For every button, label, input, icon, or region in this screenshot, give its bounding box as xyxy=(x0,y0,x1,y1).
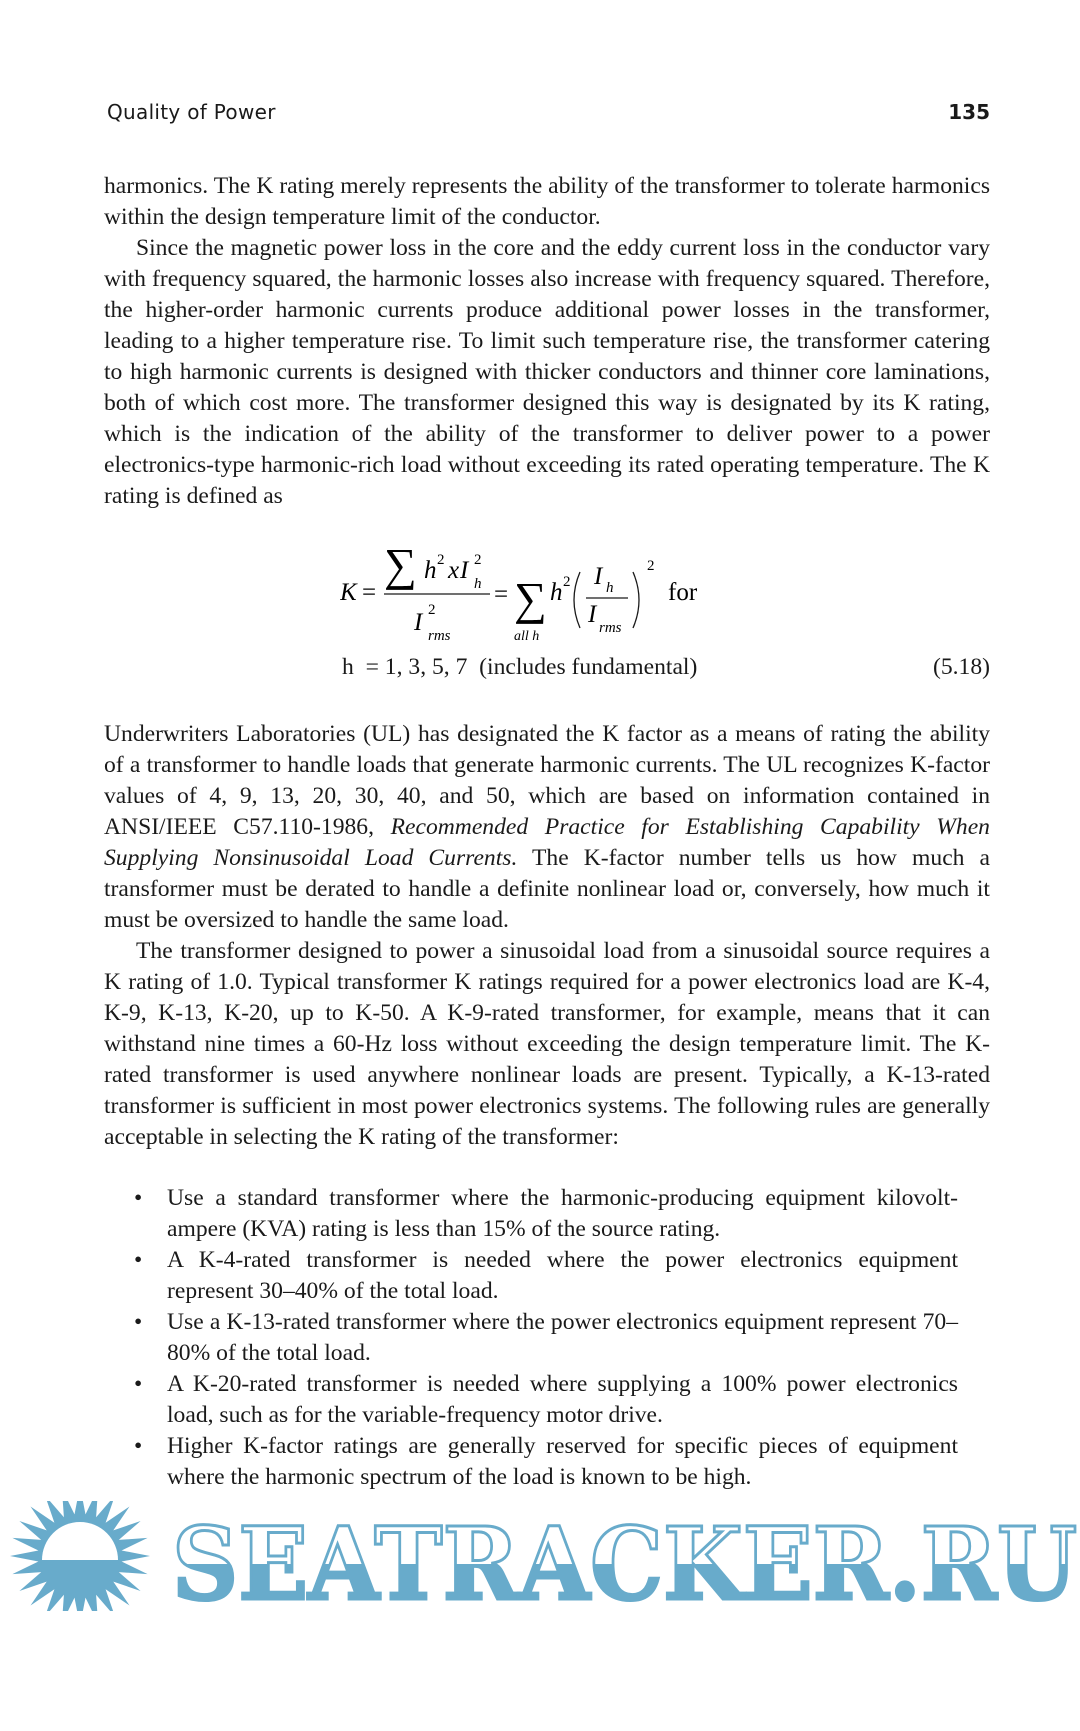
paragraph: harmonics. The K rating merely represents the ability of the transformer to tolerate harmonics within the design temperature limit of the conductor. xyxy=(104,173,990,230)
eq-sub: h xyxy=(474,576,482,592)
eq-sub: h xyxy=(606,580,614,596)
list-item xyxy=(134,1431,958,1493)
bullet-icon: • xyxy=(134,1309,143,1335)
bullet-icon: • xyxy=(134,1371,143,1397)
eq-i: I xyxy=(588,601,597,628)
watermark-logo xyxy=(0,1501,1080,1611)
list-item-text: Use a standard transformer where the harmonic-producing equipment kilovolt-ampere (KVA) rating is less than 15% of the source rating. xyxy=(167,1185,958,1242)
body-text-middle xyxy=(104,719,990,1153)
eq-k: K xyxy=(340,579,357,606)
k-rating-equation xyxy=(340,536,1000,646)
eq-sum: ∑ xyxy=(384,539,417,590)
eq-sub: rms xyxy=(428,628,451,644)
eq-h: h xyxy=(550,579,563,606)
eq-sum: ∑ xyxy=(514,573,547,624)
paragraph-ul xyxy=(104,719,990,936)
eq-h: h xyxy=(424,557,437,584)
body-text-top xyxy=(104,171,990,512)
equation-row xyxy=(342,652,990,683)
eq-sup: 2 xyxy=(474,552,482,568)
eq-i: I xyxy=(594,563,603,590)
equation-number: (5.18) xyxy=(932,654,990,680)
eq-equals: = xyxy=(494,581,509,608)
bullet-icon: • xyxy=(134,1185,143,1211)
text: The K-factor number tells us how much a transformer must be derated to handle a definite nonlinear load or, conversely, how much it must be oversized to handle the same load. xyxy=(104,845,991,933)
eq-i: I xyxy=(460,557,469,584)
bullet-icon: • xyxy=(134,1433,143,1459)
bullet-list xyxy=(134,1183,958,1493)
eq-sum-sub: all h xyxy=(514,629,540,644)
eq-sup: 2 xyxy=(428,602,436,618)
watermark-text: SEATRACKER.RU xyxy=(172,1505,1077,1611)
page-number: 135 xyxy=(948,100,990,124)
list-item xyxy=(134,1183,958,1245)
paragraph: Since the magnetic power loss in the core and the eddy current loss in the conductor vary with frequency squared, the harmonic losses also increase with frequency squared. Therefore, the higher-order harmonic currents produce additional power losses in the transformer, leading to a higher temperature rise. To limit such temperature rise, the transformer catering to high harmonic currents is designed with thicker conductors and thinner core laminations, both of which cost more. The transformer designed this way is designated by its K rating, which is the indication of the ability of the transformer to deliver power to a power electronics-type harmonic-rich load without exceeding its rated operating temperature. The K rating is defined as xyxy=(104,235,990,509)
running-header xyxy=(107,100,990,144)
eq-sub: rms xyxy=(599,620,622,636)
equation-condition: h = 1, 3, 5, 7 (includes fundamental) xyxy=(342,654,698,680)
bullet-icon: • xyxy=(134,1247,143,1273)
eq-sup: 2 xyxy=(437,552,445,568)
eq-sup: 2 xyxy=(563,574,571,590)
eq-x: x xyxy=(448,557,460,584)
list-item xyxy=(134,1307,958,1369)
list-item-text: Use a K-13-rated transformer where the power electronics equipment represent 70–80% of the total load. xyxy=(167,1309,958,1366)
paragraph: The transformer designed to power a sinusoidal load from a sinusoidal source requires a K rating of 1.0. Typical transformer K ratings required for a power electronics load are K-4, K-9, K-13, K-20, up to K-50. A K-9-rated transformer, for example, means that it can withstand nine times a 60-Hz loss without exceeding the design temperature limit. The K-rated transformer is used anywhere nonlinear loads are present. Typically, a K-13-rated transformer is sufficient in most power electronics systems. The following rules are generally acceptable in selecting the K rating of the transformer: xyxy=(104,938,990,1150)
list-item-text: Higher K-factor ratings are generally reserved for specific pieces of equipment where the harmonic spectrum of the load is known to be high. xyxy=(167,1433,958,1490)
list-item-text: A K-20-rated transformer is needed where supplying a 100% power electronics load, such as for the variable-frequency motor drive. xyxy=(167,1371,958,1428)
text: Underwriters Laboratories (UL) has designated the K factor as a means of rating the ability of a transformer to handle loads that generate harmonic currents. The UL recognizes K-factor values of 4, 9, 13, 20, 30, 40, and 50, which are based on information contained in ANSI/IEEE C57.110-1986, xyxy=(104,721,990,840)
eq-for: for xyxy=(668,579,698,606)
standard-title: Recommended Practice for Establishing Capability When Supplying Nonsinusoidal Load Currents. xyxy=(104,814,990,871)
list-item-text: A K-4-rated transformer is needed where the power electronics equipment represent 30–40% of the total load. xyxy=(167,1247,958,1304)
sun-icon xyxy=(10,1501,150,1611)
running-title: Quality of Power xyxy=(107,100,276,124)
list-item xyxy=(134,1369,958,1431)
eq-i: I xyxy=(414,609,423,636)
eq-equals: = xyxy=(362,579,377,606)
list-item xyxy=(134,1245,958,1307)
eq-sup: 2 xyxy=(647,558,655,574)
